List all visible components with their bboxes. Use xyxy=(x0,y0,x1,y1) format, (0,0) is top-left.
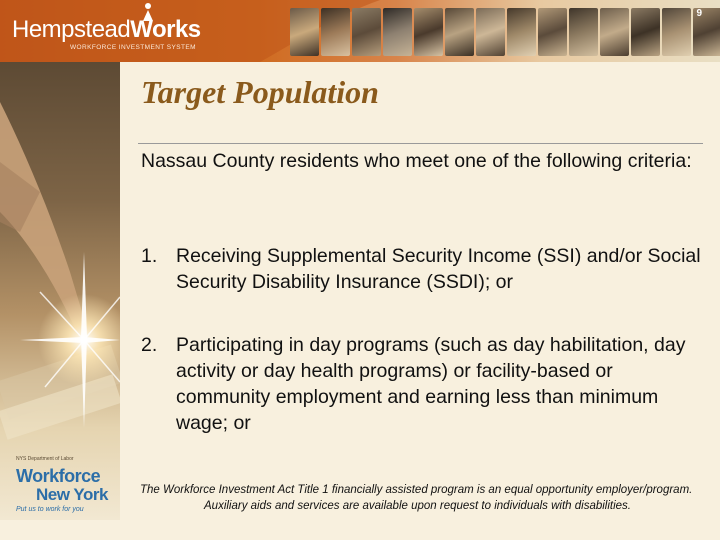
bottom-margin xyxy=(0,520,720,540)
wf-logo-workforce: Workforce xyxy=(16,466,101,486)
header-photo xyxy=(290,8,319,56)
header-photo xyxy=(414,8,443,56)
title-divider xyxy=(138,143,703,144)
criteria-item xyxy=(141,332,701,436)
header-photo xyxy=(321,8,350,56)
criteria-item xyxy=(141,243,701,295)
header-photo xyxy=(476,8,505,56)
header-photo xyxy=(383,8,412,56)
footer-disclaimer xyxy=(120,482,720,520)
logo-subtitle: WORKFORCE INVESTMENT SYSTEM xyxy=(70,44,196,51)
footer-line-2: Auxiliary aids and services are available upon request to individuals with disabilities. xyxy=(204,500,632,512)
criteria-text: Receiving Supplemental Security Income (SSI) and/or Social Security Disability Insurance (SSDI); or xyxy=(176,245,701,293)
hand-keyboard-illustration xyxy=(0,62,120,520)
criteria-number: 2. xyxy=(141,334,158,356)
header-photo xyxy=(352,8,381,56)
workforce-new-york-logo xyxy=(6,456,120,518)
page-number: 9 xyxy=(696,8,702,19)
wf-logo-new-york: New York xyxy=(36,485,108,504)
intro-paragraph: Nassau County residents who meet one of the following criteria: xyxy=(141,150,692,172)
header-photo xyxy=(445,8,474,56)
logo-text-bold: Works xyxy=(130,16,201,43)
criteria-text: Participating in day programs (such as day habilitation, day activity or day health programs) or facility-based or community employment and earning less than minimum wage; or xyxy=(176,334,686,434)
header-photo xyxy=(662,8,691,56)
wf-logo-department: NYS Department of Labor xyxy=(16,456,74,462)
logo-text-light: Hempstead xyxy=(12,16,131,43)
header-banner xyxy=(0,0,720,62)
criteria-number: 1. xyxy=(141,245,158,267)
criteria-list xyxy=(141,243,701,436)
header-photo xyxy=(600,8,629,56)
header-photo xyxy=(538,8,567,56)
slide-title: Target Population xyxy=(141,74,379,110)
header-photo xyxy=(631,8,660,56)
header-photo-strip xyxy=(290,8,720,56)
keyboard-image-panel xyxy=(0,62,120,520)
header-photo xyxy=(569,8,598,56)
footer-line-1: The Workforce Investment Act Title 1 financially assisted program is an equal opportunity employer/program. xyxy=(140,484,693,496)
hempsteadworks-logo xyxy=(12,16,201,44)
header-photo xyxy=(507,8,536,56)
wf-logo-tagline: Put us to work for you xyxy=(16,506,84,513)
